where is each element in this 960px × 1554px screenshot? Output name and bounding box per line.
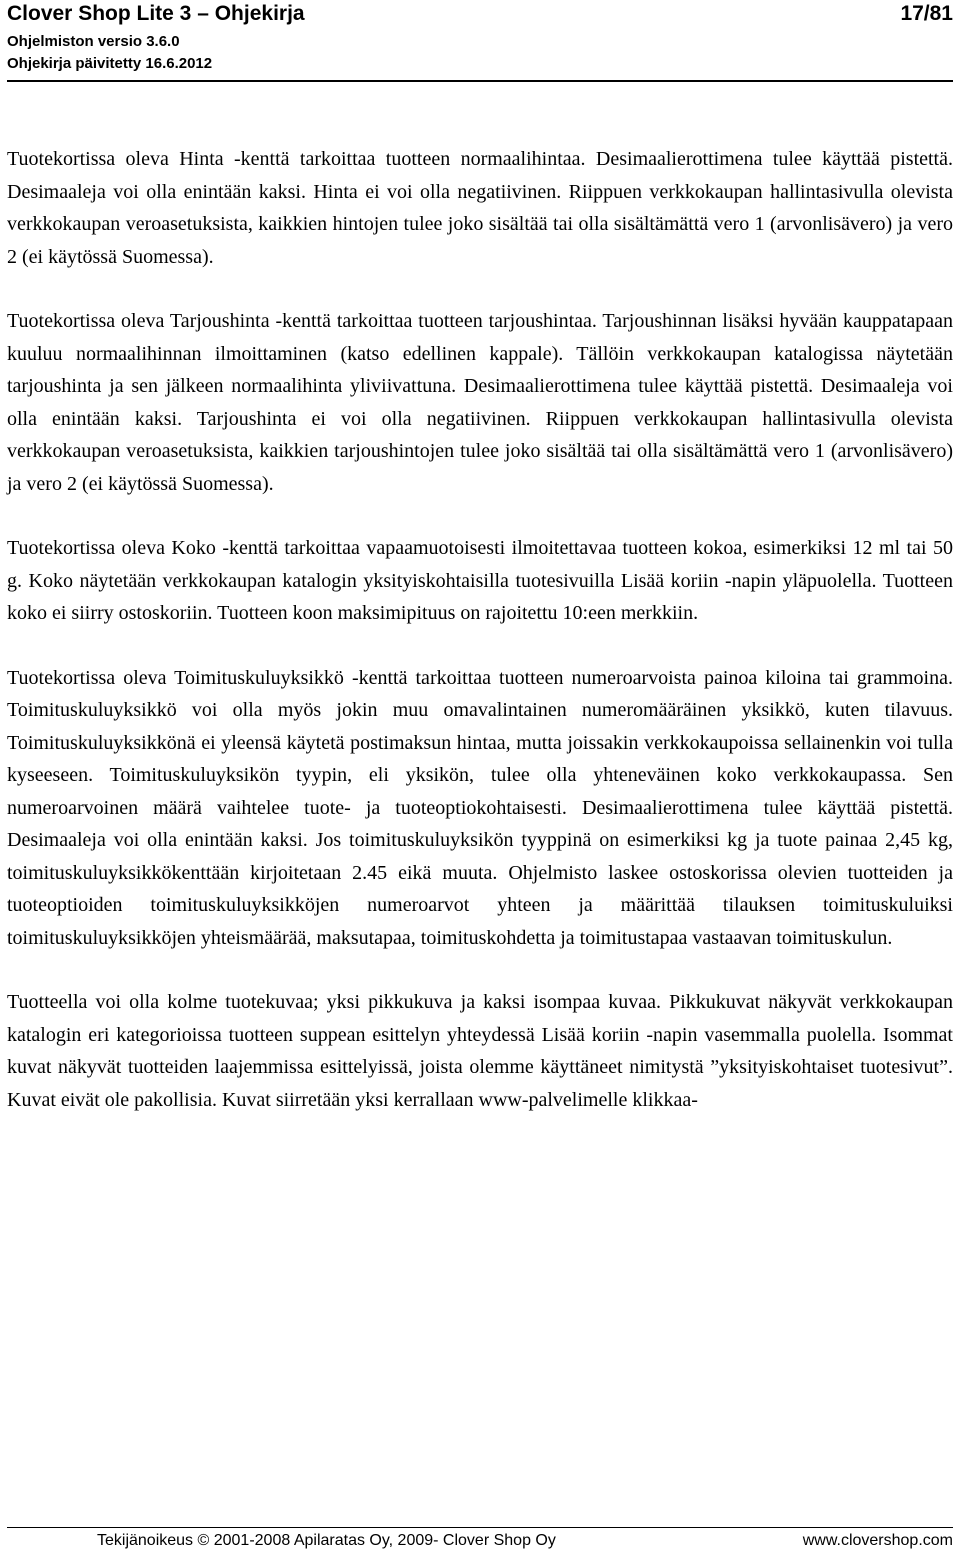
paragraph-size: Tuotekortissa oleva Koko -kenttä tarkoittaa vapaamuotoisesti ilmoitettavaa tuotteen kokoa, esimerkiksi 12 ml tai 50 g. Koko näytetään verkkokaupan katalogin yksityiskohtaisilla tuotesivuilla Lisää koriin -napin yläpuolella. Tuotteen koko ei siirry ostoskoriin. Tuotteen koon maksimipituus on rajoitettu 10:een merkkiin. [7,537,953,624]
footer-divider [7,1527,953,1528]
paragraph-price: Tuotekortissa oleva Hinta -kenttä tarkoittaa tuotteen normaalihintaa. Desimaalierottimena tulee käyttää pistettä. Desimaaleja voi olla enintään kaksi. Hinta ei voi olla negatiivinen. Riippuen verkkokaupan hallintasivulla olevista verkkokaupan veroasetuksista, kaikkien hintojen tulee joko sisältää tai olla sisältämättä vero 1 (arvonlisävero) ja vero 2 (ei käytössä Suomessa). [7,148,953,268]
software-version: Ohjelmiston versio 3.6.0 [7,33,180,50]
manual-updated-date: Ohjekirja päivitetty 16.6.2012 [7,55,213,72]
paragraph-offer-price: Tuotekortissa oleva Tarjoushinta -kenttä tarkoittaa tuotteen tarjoushintaa. Tarjoushinnan lisäksi hyvään kauppatapaan kuuluu normaalihinnan ilmoittaminen (katso edellinen kappale). Tällöin verkkokaupan katalogissa näytetään tarjoushinta ja sen jälkeen normaalihinta yliviivattuna. Desimaalierottimena tulee käyttää pistettä. Desimaaleja voi olla enintään kaksi. Tarjoushinta ei voi olla negatiivinen. Riippuen verkkokaupan hallintasivulla olevista verkkokaupan veroasetuksista, kaikkien tarjoushintojen tulee joko sisältää tai olla sisältämättä vero 1 (arvonlisävero) ja vero 2 (ei käytössä Suomessa). [7,310,953,495]
copyright-notice: Tekijänoikeus © 2001-2008 Apilaratas Oy, 2009- Clover Shop Oy [97,1532,556,1549]
website-link[interactable]: www.clovershop.com [802,1532,953,1549]
paragraph-shipping-unit: Tuotekortissa oleva Toimituskuluyksikkö -kenttä tarkoittaa tuotteen numeroarvoista painoa kiloina tai grammoina. Toimituskuluyksikkö voi olla myös jokin muu omavalintainen numeromääräinen yksikkö, kuten tilavuus. Toimituskuluyksikkönä ei yleensä käytetä postimaksun hintaa, mutta joissakin verkkokaupoissa sellainenkin voi tulla kyseeseen. Toimituskuluyksikön tyypin, eli yksikön, tulee olla yhteneväinen koko verkkokaupassa. Sen numeroarvoinen määrä vaihtelee tuote- ja tuoteoptiokohtaisesti. Desimaalierottimena tulee käyttää pistettä. Desimaaleja voi olla enintään kaksi. Jos toimituskuluyksikön tyyppinä on esimerkiksi kg ja tuote painaa 2,45 kg, toimituskuluyksikkökenttään kirjoitetaan 2.45 eikä muuta. Ohjelmisto laskee ostoskorissa olevien tuotteiden ja tuoteoptioiden toimituskuluyksikköjen numeroarvot yhteen ja määrittää tilauksen toimituskuluiksi toimituskuluyksikköjen yhteismäärää, maksutapaa, toimituskohdetta ja toimitustapaa vastaavan toimituskulun. [7,666,953,949]
page-body [7,143,953,1148]
paragraph-product-images: Tuotteella voi olla kolme tuotekuvaa; yksi pikkukuva ja kaksi isompaa kuvaa. Pikkukuvat näkyvät verkkokaupan katalogin eri kategorioissa tuotteen suppean esittelyn yhteydessä Lisää koriin -napin vasemmalla puolella. Isommat kuvat näkyvät tuotteiden laajemmissa esittelyissä, joista olemme käyttäneet nimitystä ”yksityiskohtaiset tuotesivut”. Kuvat eivät ole pakollisia. Kuvat siirretään yksi kerrallaan www-palvelimelle klikkaa- [7,991,953,1111]
document-title: Clover Shop Lite 3 – Ohjekirja [7,2,305,25]
page-number: 17/81 [900,2,953,25]
header-divider [7,80,953,82]
